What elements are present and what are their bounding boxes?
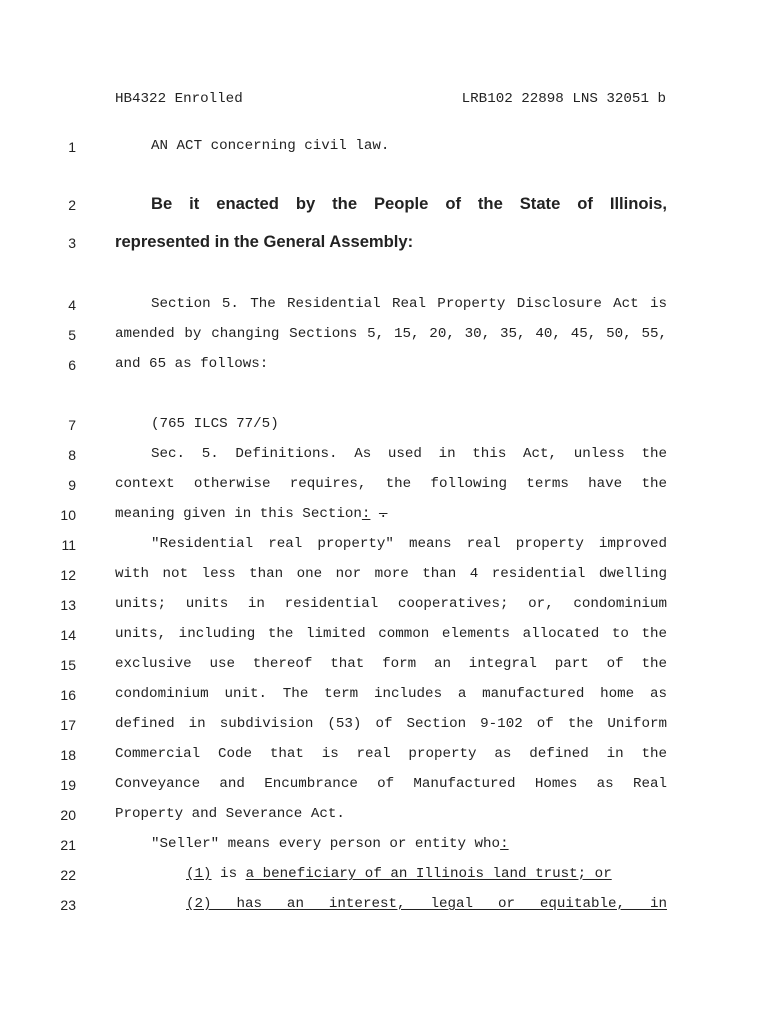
line-number: 9 bbox=[68, 477, 76, 493]
text-span: exclusive use thereof that form an integral part of the bbox=[115, 656, 667, 672]
text-line bbox=[115, 656, 667, 672]
line-number: 17 bbox=[60, 717, 76, 733]
text-line bbox=[115, 506, 667, 522]
text-span: and 65 as follows: bbox=[115, 356, 269, 372]
text-span: represented in the General Assembly: bbox=[115, 232, 414, 251]
text-span: "Residential real property" means real property improved bbox=[151, 536, 667, 552]
line-number: 12 bbox=[60, 567, 76, 583]
text-span: condominium unit. The term includes a manufactured home as bbox=[115, 686, 667, 702]
lrb-number: LRB102 22898 LNS 32051 b bbox=[461, 91, 666, 107]
text-span: units; units in residential cooperatives; or, condominium bbox=[115, 596, 667, 612]
inserted-text: (1) bbox=[186, 866, 212, 882]
text-span: units, including the limited common elements allocated to the bbox=[115, 626, 667, 642]
line-number: 19 bbox=[60, 777, 76, 793]
text-span: Property and Severance Act. bbox=[115, 806, 345, 822]
inserted-text: : bbox=[500, 836, 509, 852]
text-span: Conveyance and Encumbrance of Manufactured Homes as Real bbox=[115, 776, 667, 792]
text-line bbox=[115, 896, 667, 912]
text-span: amended by changing Sections 5, 15, 20, 30, 35, 40, 45, 50, 55, bbox=[115, 326, 667, 342]
line-number: 7 bbox=[68, 417, 76, 433]
line-number: 14 bbox=[60, 627, 76, 643]
text-line bbox=[115, 566, 667, 582]
text-span: with not less than one nor more than 4 residential dwelling bbox=[115, 566, 667, 582]
text-line bbox=[115, 596, 667, 612]
line-number: 6 bbox=[68, 357, 76, 373]
text-span bbox=[370, 506, 379, 522]
text-line bbox=[115, 686, 667, 702]
text-span: "Seller" means every person or entity who bbox=[151, 836, 501, 852]
text-span: defined in subdivision (53) of Section 9-102 of the Uniform bbox=[115, 716, 667, 732]
text-span: Section 5. The Residential Real Property Disclosure Act is bbox=[151, 296, 667, 312]
text-span: meaning given in this Section bbox=[115, 506, 362, 522]
line-number: 16 bbox=[60, 687, 76, 703]
text-line bbox=[115, 356, 667, 372]
text-line bbox=[115, 746, 667, 762]
text-line bbox=[115, 536, 667, 552]
inserted-text: (2) has an interest, legal or equitable, in bbox=[186, 896, 667, 912]
text-line bbox=[115, 806, 667, 822]
line-number: 20 bbox=[60, 807, 76, 823]
line-number: 1 bbox=[68, 139, 76, 155]
line-number: 22 bbox=[60, 867, 76, 883]
text-line bbox=[115, 326, 667, 342]
deleted-text: . bbox=[378, 506, 388, 522]
text-span: Commercial Code that is real property as defined in the bbox=[115, 746, 667, 762]
text-line bbox=[115, 416, 667, 432]
text-span: Be it enacted by the People of the State of Illinois, bbox=[151, 194, 667, 213]
text-line bbox=[115, 232, 667, 252]
line-number: 10 bbox=[60, 507, 76, 523]
text-span: AN ACT concerning civil law. bbox=[151, 138, 390, 154]
text-line bbox=[115, 296, 667, 312]
line-number: 15 bbox=[60, 657, 76, 673]
text-line bbox=[115, 716, 667, 732]
text-span: is bbox=[211, 866, 246, 882]
text-span: (765 ILCS 77/5) bbox=[151, 416, 279, 432]
inserted-text: : bbox=[361, 506, 371, 522]
text-line bbox=[115, 138, 667, 154]
line-number: 21 bbox=[60, 837, 76, 853]
text-line bbox=[115, 476, 667, 492]
text-line bbox=[115, 836, 667, 852]
bill-number: HB4322 Enrolled bbox=[115, 91, 243, 107]
line-number: 3 bbox=[68, 235, 76, 251]
line-number: 8 bbox=[68, 447, 76, 463]
text-span: Sec. 5. Definitions. As used in this Act, unless the bbox=[151, 446, 667, 462]
line-number: 4 bbox=[68, 297, 76, 313]
text-line bbox=[115, 626, 667, 642]
line-number: 5 bbox=[68, 327, 76, 343]
line-number: 18 bbox=[60, 747, 76, 763]
text-span: context otherwise requires, the following terms have the bbox=[115, 476, 667, 492]
text-line bbox=[115, 776, 667, 792]
line-number: 2 bbox=[68, 197, 76, 213]
inserted-text: a beneficiary of an Illinois land trust; or bbox=[245, 866, 612, 882]
text-line bbox=[115, 194, 667, 214]
line-number: 13 bbox=[60, 597, 76, 613]
text-line bbox=[115, 866, 667, 882]
line-number: 23 bbox=[60, 897, 76, 913]
line-number: 11 bbox=[61, 537, 76, 553]
text-line bbox=[115, 446, 667, 462]
